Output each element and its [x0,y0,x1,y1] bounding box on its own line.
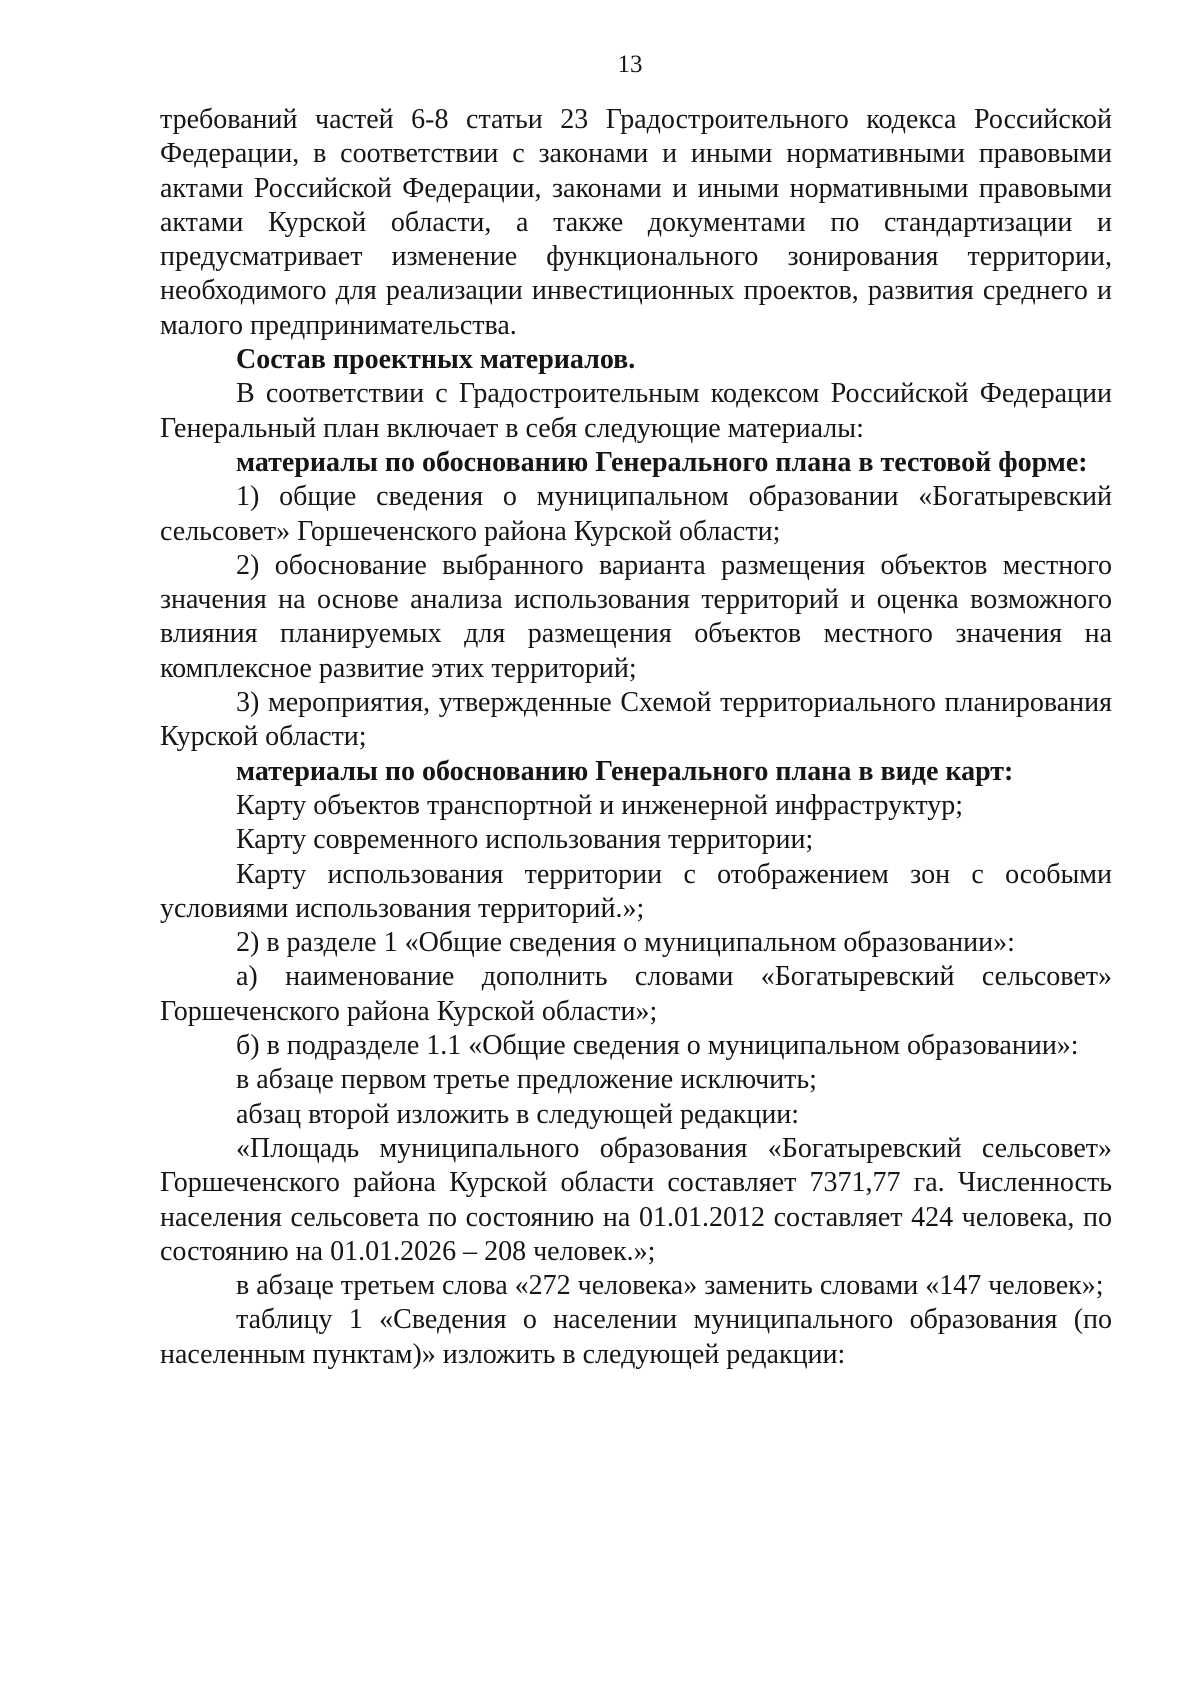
amendment-section-1: 2) в разделе 1 «Общие сведения о муниципальном образовании»: [236,927,1015,959]
document-body [160,103,1112,1372]
map-item-special-zones: Карту использования территории с отображением зон с особыми условиями использования территорий.»; [160,858,1112,924]
amendment-paragraph-3: в абзаце третьем слова «272 человека» заменить словами «147 человек»; [236,1270,1104,1302]
amendment-a: а) наименование дополнить словами «Богатыревский сельсовет» Горшеченского района Курской области»; [160,961,1112,1027]
page-number: 13 [617,51,643,78]
heading-map-materials: материалы по обоснованию Генерального плана в виде карт: [236,755,1014,787]
paragraph-composition: В соответствии с Градостроительным кодексом Российской Федерации Генеральный план включает в себя следующие материалы: [160,378,1112,444]
amendment-table-1: таблицу 1 «Сведения о населении муниципального образования (по населенным пунктам)» изложить в следующей редакции: [160,1304,1112,1370]
paragraph-requirements: требований частей 6-8 статьи 23 Градостроительного кодекса Российской Федерации, в соответствии с законами и иными нормативными правовыми актами Российской Федерации, законами и иными нормативными правовыми актами Курской области, а также документами по стандартизации и предусматривает изменение функционального зонирования территории, необходимого для реализации инвестиционных проектов, развития среднего и малого предпринимательства. [160,104,1112,341]
section-heading-project-materials: Состав проектных материалов. [236,344,636,376]
list-item-1: 1) общие сведения о муниципальном образовании «Богатыревский сельсовет» Горшеченского района Курской области; [160,481,1112,547]
amendment-b: б) в подразделе 1.1 «Общие сведения о муниципальном образовании»: [236,1030,1079,1062]
amendment-paragraph-2: абзац второй изложить в следующей редакции: [236,1098,800,1130]
map-item-transport: Карту объектов транспортной и инженерной инфраструктур; [236,789,964,821]
amendment-paragraph-1: в абзаце первом третье предложение исключить; [236,1064,817,1096]
list-item-3: 3) мероприятия, утвержденные Схемой территориального планирования Курской области; [160,687,1112,753]
heading-text-materials: материалы по обоснованию Генерального плана в тестовой форме: [236,446,1088,478]
list-item-2: 2) обоснование выбранного варианта размещения объектов местного значения на основе анализа использования территорий и оценка возможного влияния планируемых для размещения объектов местного значения на комплексное развитие этих территорий; [160,549,1112,684]
map-item-current-use: Карту современного использования территории; [236,824,814,856]
quoted-area-population: «Площадь муниципального образования «Богатыревский сельсовет» Горшеченского района Курской области составляет 7371,77 га. Численность населения сельсовета по состоянию на 01.01.2012 составляет 424 человека, по состоянию на 01.01.2026 – 208 человек.»; [160,1132,1112,1267]
